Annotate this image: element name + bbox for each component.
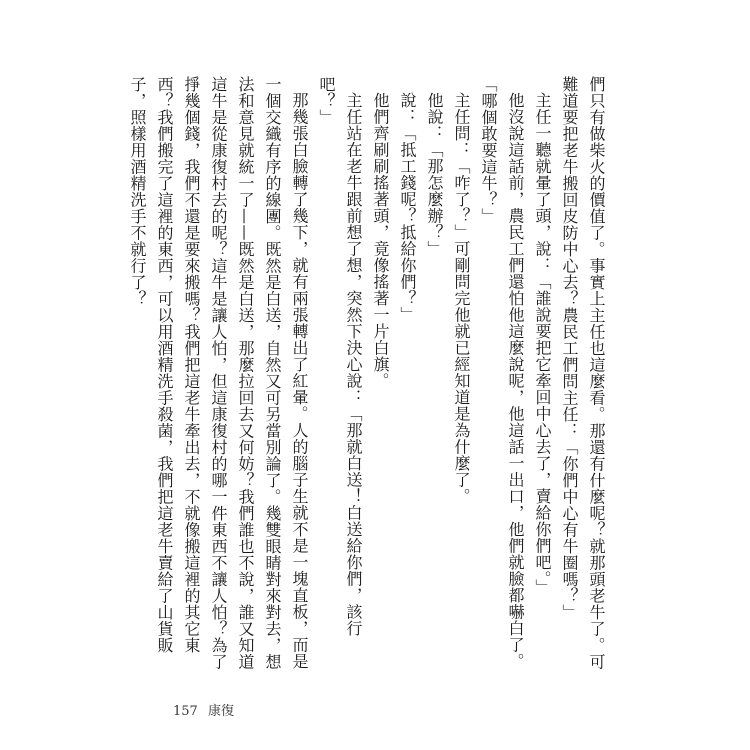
vertical-text-body: [124, 76, 610, 676]
paragraph: 那幾張白臉轉了幾下，就有兩張轉出了紅暈。人的腦子生就不是一塊直板，而是一個交織有序的線團。既然是白送，自然又可另當別論了。幾雙眼睛對來對去，想法和意見就統一了——既然是白送，那麼拉回去又何妨？我們誰也不說，誰又知道這牛是從康復村去的呢？這牛是讓人怕，但這康復村的哪一件東西不讓人怕？為了掙幾個錢，我們不還是要來搬嗎？我們把這老牛牽出去，不就像搬這裡的其它東西？我們搬完了這裡的東西，可以用酒精洗手殺菌，我們把這老牛賣給了山貨販子，照樣用酒精洗手不就行了？: [128, 76, 309, 670]
paragraph: 主任站在老牛跟前想了想，突然下決心說：「那就白送！白送給你們，該行吧？」: [317, 76, 363, 637]
paragraph: 們只有做柴火的價值了。事實上主任也這麼看。那還有什麼呢？就那頭老牛了。可難道要把老牛搬回皮防中心去？農民工們問主任：「你們中心有牛圈嗎？」: [560, 76, 606, 670]
paragraph: 他說：「那怎麼辦？」: [425, 92, 444, 257]
paragraph: 他們齊刷刷搖著頭，竟像搖著一片白旗。: [371, 92, 390, 389]
paragraph: 主任問：「咋了？」可剛問完他就已經知道是為什麼了。: [452, 92, 471, 505]
paragraph: 說：「抵工錢呢？抵給你們？」: [398, 92, 417, 323]
page-footer: [173, 700, 234, 719]
paragraph: 主任一聽就暈了頭，說：「誰說要把它牽回中心去了，賣給你們吧。」: [533, 92, 552, 596]
paragraph: 「哪個敢要這牛？」: [479, 76, 498, 225]
paragraph: 他沒說這話前，農民工們還怕他這麼說呢，他這話一出口，他們就臉都嚇白了。: [506, 92, 525, 670]
page-number: 157: [173, 704, 198, 719]
running-title: 康復: [207, 704, 234, 719]
